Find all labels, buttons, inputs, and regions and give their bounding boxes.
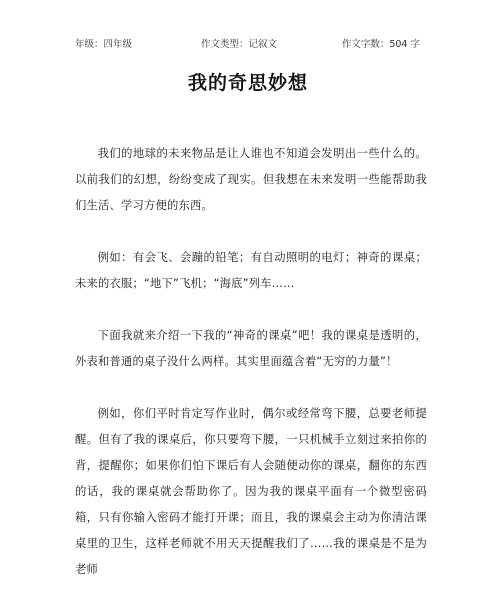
essay-body: [75, 141, 427, 609]
paragraph: 我们的地球的未来物品是让人谁也不知道会发明出一些什么的。以前我们的幻想，纷纷变成了现实。但我想在未来发明一些能帮助我们生活、学习方便的东西。: [75, 147, 427, 212]
paragraph: 例如，你们平时肯定写作业时，偶尔或经常弯下腰，总要老师提醒。但有了我的课桌后，你只要弯下腰，一只机械手立刻过来拍你的背，提醒你；如果你们怕下课后有人会随便动你的课桌，翻你的东西的话，我的课桌就会帮助你了。因为我的课桌平面有一个微型密码箱，只有你输入密码才能打开课；而且，我的课桌会主动为你清洁课桌里的卫生，这样老师就不用天天提醒我们了……我的课桌是不是为老师: [75, 407, 427, 576]
paragraph: 下面我就来介绍一下我的“神奇的课桌”吧！我的课桌是透明的，外表和普通的桌子没什么两样。其实里面蕴含着“无穷的力量”！: [75, 329, 427, 368]
essay-title: 我的奇思妙想: [187, 72, 308, 94]
grade-label: 年级：四年级: [75, 39, 133, 50]
essay-type-label: 作文类型：记叙文: [201, 39, 278, 50]
word-count-label: 作文字数：504 字: [341, 39, 420, 50]
paragraph: 例如：有会飞、会蹦的铅笔；有自动照明的电灯；神奇的课桌；未来的衣服；“地下”飞机；“海底”列车……: [75, 251, 427, 290]
essay-meta-row: [75, 36, 420, 50]
